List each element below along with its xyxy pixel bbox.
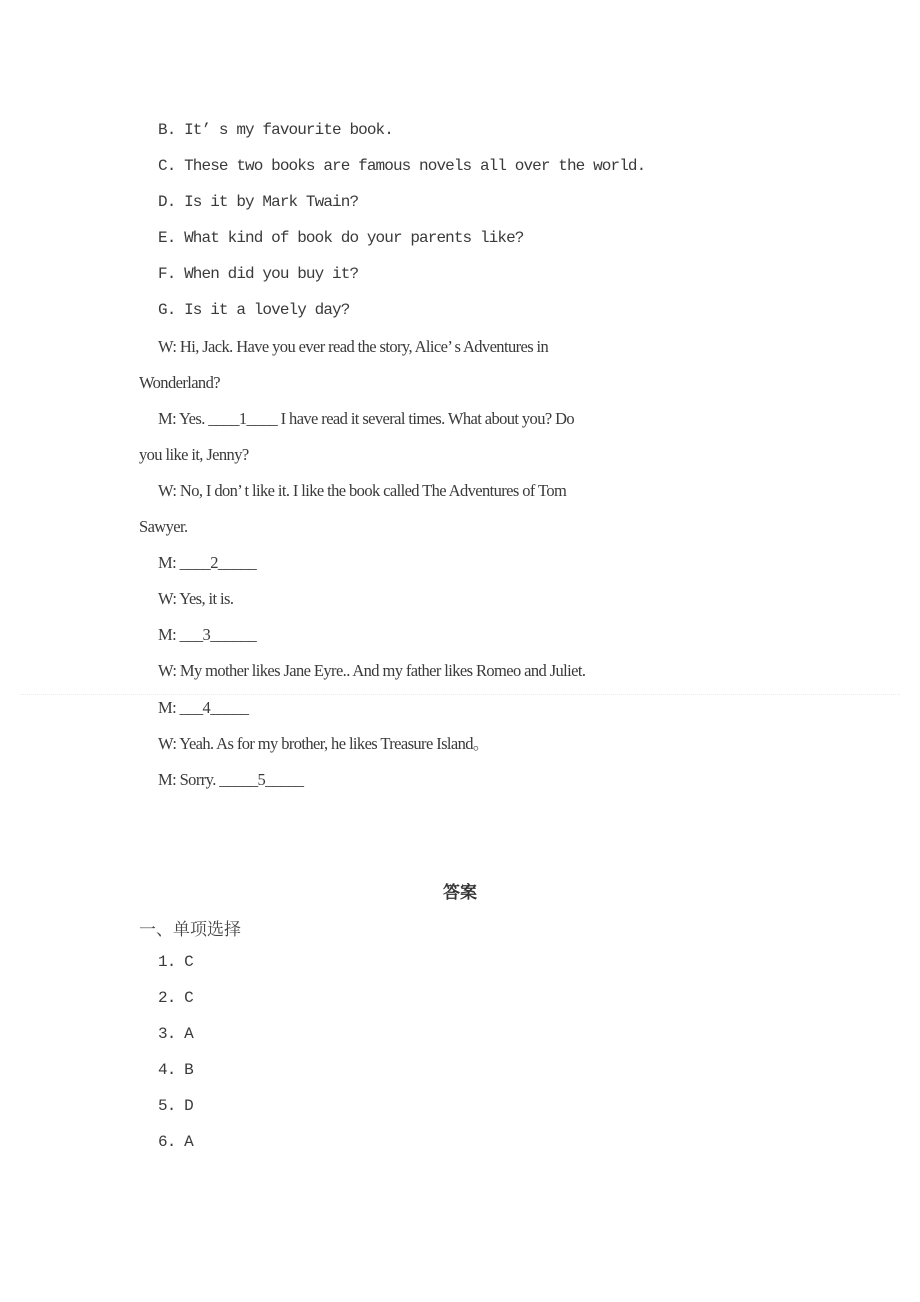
speaker-label: W: [158, 661, 177, 680]
dialogue-line-2 [158, 409, 574, 429]
answer-number: 5. [158, 1097, 176, 1115]
speaker-label: W: [158, 734, 177, 753]
answer-number: 4. [158, 1061, 176, 1079]
option-b [158, 120, 393, 140]
blank-4: ___4_____ [179, 698, 249, 717]
speaker-label: M: [158, 625, 177, 644]
option-text: Is it by Mark Twain? [184, 193, 359, 211]
dialogue-text: My mother likes Jane Eyre.. And my father likes Romeo and Juliet. [179, 661, 586, 680]
blank-2: ____2_____ [179, 553, 257, 572]
dialogue-line-5 [158, 589, 233, 609]
dialogue-line-10 [158, 770, 303, 790]
option-f [158, 264, 358, 284]
answer-number: 6. [158, 1133, 176, 1151]
option-letter: C. [158, 157, 176, 175]
answer-item [158, 1024, 193, 1044]
dialogue-line-1-cont [139, 373, 220, 393]
dialogue-text: No, I don’ t like it. I like the book called The Adventures of Tom [179, 481, 567, 500]
answer-value: A [184, 1133, 193, 1151]
option-d [158, 192, 358, 212]
answer-number: 1. [158, 953, 176, 971]
dialogue-text: Hi, Jack. Have you ever read the story, Alice’ s Adventures in [179, 337, 549, 356]
answers-heading: 答案 [443, 883, 477, 903]
speaker-label: M: [158, 409, 177, 428]
dialogue-text: Wonderland? [139, 373, 220, 392]
speaker-label: W: [158, 589, 177, 608]
option-g [158, 300, 349, 320]
answer-item [158, 1096, 193, 1116]
answer-value: A [184, 1025, 193, 1043]
option-e [158, 228, 523, 248]
answer-item [158, 952, 193, 972]
page-break-divider [20, 694, 900, 695]
dialogue-text: Yeah. As for my brother, he likes Treasure Island。 [179, 734, 489, 753]
dialogue-text: you like it, Jenny? [139, 445, 249, 464]
speaker-label: W: [158, 337, 177, 356]
option-text: When did you buy it? [184, 265, 359, 283]
option-letter: B. [158, 121, 176, 139]
dialogue-line-4 [158, 553, 256, 573]
option-c [158, 156, 645, 176]
dialogue-line-6 [158, 625, 256, 645]
answer-number: 3. [158, 1025, 176, 1043]
dialogue-text: Sawyer. [139, 517, 188, 536]
option-letter: E. [158, 229, 176, 247]
speaker-label: M: [158, 698, 177, 717]
section-title: 一、单项选择 [139, 920, 241, 940]
option-letter: D. [158, 193, 176, 211]
answer-value: B [184, 1061, 193, 1079]
answer-item [158, 1060, 193, 1080]
dialogue-line-8 [158, 698, 248, 718]
option-letter: G. [158, 301, 176, 319]
answer-item [158, 1132, 193, 1152]
dialogue-line-3 [158, 481, 566, 501]
option-text: Is it a lovely day? [184, 301, 350, 319]
dialogue-text: Yes, it is. [179, 589, 234, 608]
dialogue-text: Yes. ____1____ I have read it several times. What about you? Do [178, 409, 575, 428]
dialogue-line-9 [158, 734, 489, 754]
option-text: What kind of book do your parents like? [184, 229, 524, 247]
speaker-label: W: [158, 481, 177, 500]
option-text: These two books are famous novels all over the world. [184, 157, 646, 175]
answer-item [158, 988, 193, 1008]
dialogue-line-7 [158, 661, 585, 681]
blank-5: Sorry. _____5_____ [179, 770, 304, 789]
speaker-label: M: [158, 553, 177, 572]
speaker-label: M: [158, 770, 177, 789]
answer-value: D [184, 1097, 193, 1115]
option-text: It’ s my favourite book. [184, 121, 393, 139]
blank-3: ___3______ [179, 625, 257, 644]
answer-value: C [184, 989, 193, 1007]
dialogue-line-2-cont [139, 445, 249, 465]
answer-value: C [184, 953, 193, 971]
answer-number: 2. [158, 989, 176, 1007]
dialogue-line-1 [158, 337, 548, 357]
dialogue-line-3-cont [139, 517, 188, 537]
option-letter: F. [158, 265, 176, 283]
